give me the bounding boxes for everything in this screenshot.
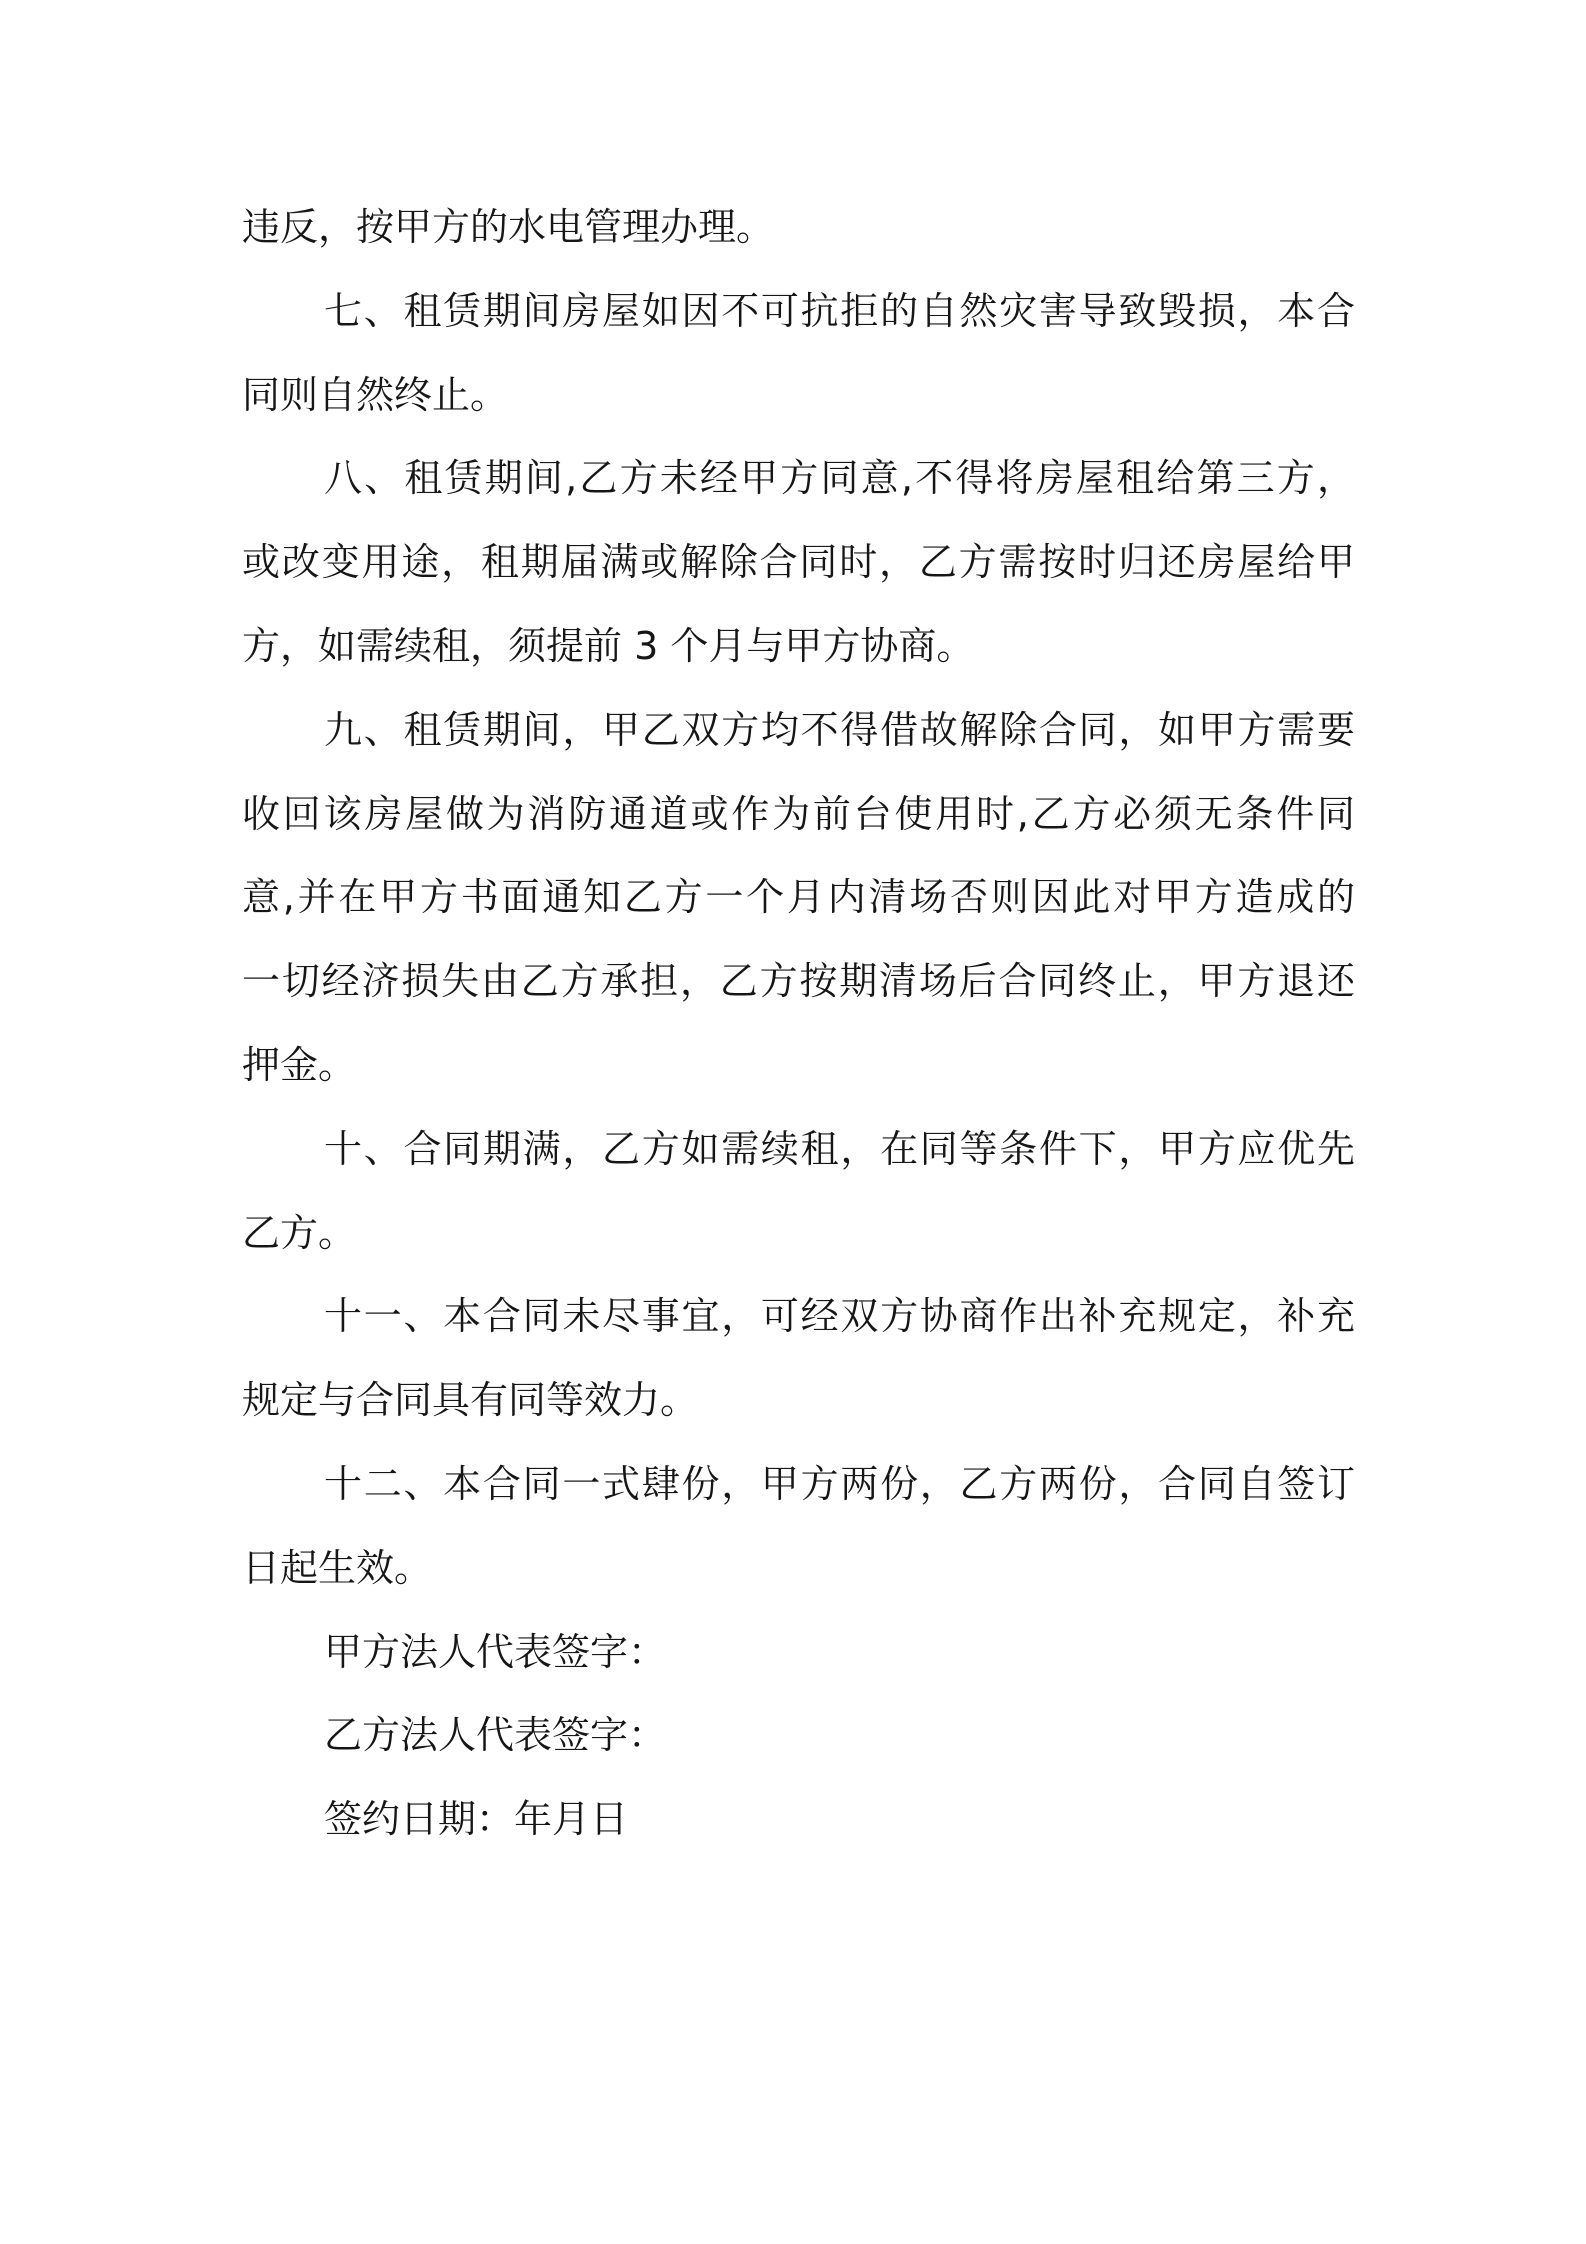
text-line: 十一、本合同未尽事宜，可经双方协商作出补充规定，补充 [324,1294,1355,1339]
party-b-signature-label: 乙方法人代表签字： [324,1713,667,1758]
clause-7 [242,270,1355,438]
clause-11 [242,1275,1355,1443]
text-line: 十、合同期满，乙方如需续租，在同等条件下，甲方应优先 [324,1126,1355,1171]
clause-10 [242,1108,1355,1276]
text-line: 九、租赁期间，甲乙双方均不得借故解除合同，如甲方需要 [324,707,1355,752]
signing-date-label: 签约日期：年月日 [324,1797,629,1842]
text-line: 押金。 [242,1042,357,1087]
text-line: 意,并在甲方书面通知乙方一个月内清场否则因此对甲方造成的 [242,875,1355,920]
clause-8 [242,437,1355,688]
text-line: 乙方。 [242,1210,357,1255]
text-line: 八、租赁期间,乙方未经甲方同意,不得将房屋租给第三方， [324,456,1355,501]
text-line: 日起生效。 [242,1545,433,1590]
text-line: 十二、本合同一式肆份，甲方两份，乙方两份，合同自签订 [324,1461,1355,1506]
text-line: 违反，按甲方的水电管理办理。 [242,205,775,249]
clause-12 [242,1443,1355,1611]
text-line: 或改变用途，租期届满或解除合同时，乙方需按时归还房屋给甲 [242,540,1355,585]
text-line: 同则自然终止。 [242,372,509,417]
clause-6-continuation [242,186,1355,270]
signature-block [242,1611,1355,1862]
text-line: 七、租赁期间房屋如因不可抗拒的自然灾害导致毁损，本合 [324,288,1355,333]
text-line: 规定与合同具有同等效力。 [242,1378,699,1423]
party-a-signature-label: 甲方法人代表签字： [324,1629,667,1674]
text-line: 方，如需续租，须提前 3 个月与甲方协商。 [242,623,975,668]
clause-9 [242,689,1355,1108]
text-line: 一切经济损失由乙方承担，乙方按期清场后合同终止，甲方退还 [242,959,1355,1004]
text-line: 收回该房屋做为消防通道或作为前台使用时,乙方必须无条件同 [242,791,1355,836]
document-page [242,186,1355,1862]
